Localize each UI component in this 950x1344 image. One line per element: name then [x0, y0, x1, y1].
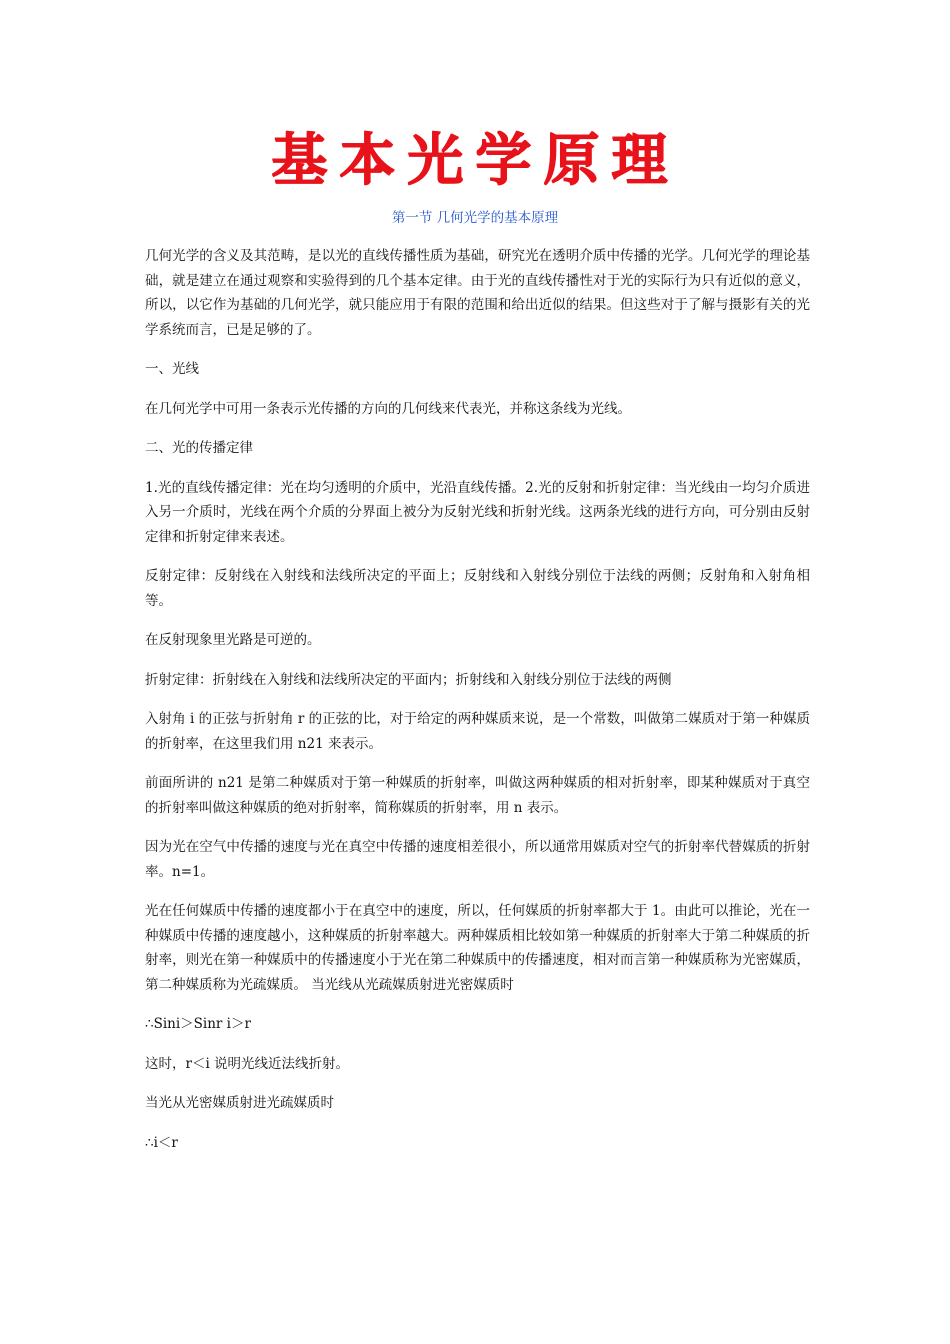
paragraph-dense-to-sparse: 当光从光密媒质射进光疏媒质时 — [145, 1095, 334, 1111]
paragraph-toward-normal: 这时，r＜i 说明光线近法线折射。 — [145, 1055, 350, 1072]
page-title: 基本光学原理 — [271, 127, 679, 193]
paragraph-reversible-path: 在反射现象里光路是可逆的。 — [145, 632, 321, 648]
document-body — [145, 244, 810, 1170]
paragraph-refractive-index: 入射角 i 的正弦与折射角 r 的正弦的比，对于给定的两种媒质来说，是一个常数，叫做第二媒质对于第一种媒质的折射率，在这里我们用 n21 来表示。 — [145, 711, 810, 752]
heading-light-ray: 一、光线 — [145, 361, 199, 377]
paragraph-light-ray: 在几何光学中可用一条表示光传播的方向的几何线来代表光，并称这条线为光线。 — [145, 400, 631, 417]
formula-sin-comparison: ∴Sini＞Sinr i＞r — [145, 1016, 251, 1032]
paragraph-refraction-law: 折射定律：折射线在入射线和法线所决定的平面内；折射线和入射线分别位于法线的两侧 — [145, 671, 672, 688]
heading-propagation-laws: 二、光的传播定律 — [145, 440, 253, 456]
section-subtitle: 第一节 几何光学的基本原理 — [391, 210, 559, 226]
paragraph-propagation-laws: 1.光的直线传播定律：光在均匀透明的介质中，光沿直线传播。2.光的反射和折射定律：当光线由一均匀介质进入另一介质时，光线在两个介质的分界面上被分为反射光线和折射光线。这两条光线的进行方向，可分别由反射定律和折射定律来表述。 — [145, 479, 810, 545]
paragraph-absolute-index: 前面所讲的 n21 是第二种媒质对于第一种媒质的折射率，叫做这两种媒质的相对折射率，即某种媒质对于真空的折射率叫做这种媒质的绝对折射率，简称媒质的折射率，用 n 表示。 — [145, 775, 810, 816]
paragraph-intro: 几何光学的含义及其范畴，是以光的直线传播性质为基础，研究光在透明介质中传播的光学。几何光学的理论基础，就是建立在通过观察和实验得到的几个基本定律。由于光的直线传播性对于光的实际行为只有近似的意义，所以，以它作为基础的几何光学，就只能应用于有限的范围和给出近似的结果。但这些对于了解与摄影有关的光学系统而言，已是足够的了。 — [145, 248, 810, 338]
paragraph-air-index: 因为光在空气中传播的速度与光在真空中传播的速度相差很小，所以通常用媒质对空气的折射率代替媒质的折射率。n=1。 — [145, 839, 810, 880]
paragraph-reflection-law: 反射定律：反射线在入射线和法线所决定的平面上；反射线和入射线分别位于法线的两侧；反射角和入射角相等。 — [145, 568, 810, 609]
paragraph-dense-medium: 光在任何媒质中传播的速度都小于在真空中的速度，所以，任何媒质的折射率都大于 1。由此可以推论，光在一种媒质中传播的速度越小，这种媒质的折射率越大。两种媒质相比较如第一种媒质的折射率大于第二种媒质的折射率，则光在第一种媒质中的传播速度小于光在第二种媒质中的传播速度，相对而言第一种媒质称为光密媒质，第二种媒质称为光疏媒质。 当光线从光疏媒质射进光密媒质时 — [145, 903, 810, 993]
formula-i-less-r: ∴i＜r — [145, 1134, 178, 1151]
